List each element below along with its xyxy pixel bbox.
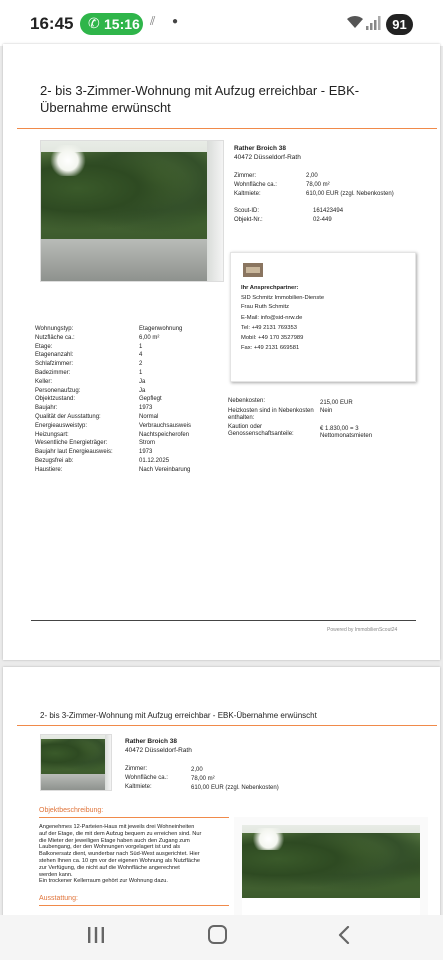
status-bar xyxy=(0,0,443,46)
detail-label: Wesentliche Energieträger: xyxy=(35,440,108,447)
detail-value: 2 xyxy=(139,361,143,368)
system-navigation-bar xyxy=(0,915,443,960)
detail-label: Nutzfläche ca.: xyxy=(35,334,75,341)
contact-email[interactable]: E-Mail: info@sid-nrw.de xyxy=(241,315,303,321)
summary-value: 2,00 xyxy=(191,767,203,773)
contact-heading: Ihr Ansprechpartner: xyxy=(241,285,299,291)
phone-icon: ✆ xyxy=(88,15,100,31)
listing-thumbnail xyxy=(40,734,112,791)
detail-value: Etagenwohnung xyxy=(139,326,183,332)
id-label: Objekt-Nr.: xyxy=(234,217,263,223)
description-text xyxy=(39,824,231,885)
detail-label: Etage: xyxy=(35,343,53,350)
detail-value: Gepflegt xyxy=(139,396,162,403)
recent-apps-icon[interactable] xyxy=(87,926,105,944)
detail-value: 6,00 m² xyxy=(139,334,160,341)
detail-value: Nachtspeicherofen xyxy=(139,431,190,438)
cost-label: Heizkosten sind in Nebenkosten xyxy=(228,408,314,414)
summary-value: 78,00 m² xyxy=(306,182,330,188)
summary-value: 78,00 m² xyxy=(191,776,215,782)
contact-company: SID Schmitz Immobilien-Dienste xyxy=(241,295,325,301)
detail-label: Haustiere: xyxy=(35,466,63,473)
address-street: Rather Broich 38 xyxy=(234,145,287,152)
detail-label: Objektzustand: xyxy=(35,396,76,403)
description-line: auf der Etage, die mit dem Aufzug bequem zu erreichen sind. Nur xyxy=(39,830,202,837)
address-street: Rather Broich 38 xyxy=(125,738,178,745)
id-value: 161423494 xyxy=(313,208,344,214)
detail-label: Qualität der Ausstattung: xyxy=(35,413,101,420)
cost-value: 215,00 EUR xyxy=(320,400,353,406)
section-heading-equipment: Ausstattung: xyxy=(39,895,78,902)
detail-value: 01.12.2025 xyxy=(139,457,170,464)
detail-label: Personenaufzug: xyxy=(35,387,81,394)
description-line: Laubengang, der den Wohnungen vorgelagert ist und als xyxy=(39,844,181,851)
id-label: Scout-ID: xyxy=(234,208,260,214)
description-line: werden kann. xyxy=(39,871,73,878)
back-icon[interactable] xyxy=(338,926,350,944)
details-values xyxy=(139,325,191,475)
cost-value: Nettomonatsmieten xyxy=(320,433,373,439)
section-divider xyxy=(39,817,229,818)
detail-value: Nach Vereinbarung xyxy=(139,466,191,473)
cost-label: Kaution oder xyxy=(228,424,263,430)
summary-label: Zimmer: xyxy=(234,173,256,179)
detail-label: Keller: xyxy=(35,378,53,385)
detail-label: Bezugsfrei ab: xyxy=(35,457,74,464)
section-heading-description: Objektbeschreibung: xyxy=(39,807,104,814)
cost-label: Nebenkosten: xyxy=(228,398,266,404)
summary-label: Kaltmiete: xyxy=(125,784,152,790)
detail-label: Etagenanzahl: xyxy=(35,352,74,359)
description-line: die Mieter der jeweiligen Etage haben auch den Zugang zum xyxy=(39,837,190,844)
summary-value: 2,00 xyxy=(306,173,318,179)
detail-label: Energieausweistyp: xyxy=(35,422,88,429)
detail-value: Ja xyxy=(139,387,146,394)
address-city: 40472 Düsseldorf-Rath xyxy=(125,747,192,754)
call-duration: 15:16 xyxy=(104,16,140,32)
footer-powered-by: Powered by ImmobilienScout24 xyxy=(327,627,398,633)
contact-phone[interactable]: Tel: +49 2131 769353 xyxy=(241,325,297,331)
summary-label: Kaltmiete: xyxy=(234,191,261,197)
detail-label: Baujahr laut Energieausweis: xyxy=(35,449,113,456)
contact-mobile[interactable]: Mobil: +49 170 3527989 xyxy=(241,335,304,341)
detail-label: Badezimmer: xyxy=(35,369,71,376)
cost-label: enthalten: xyxy=(228,415,255,421)
cost-value: Nein xyxy=(320,408,333,414)
contact-card xyxy=(230,252,416,382)
description-line: Angenehmes 12-Parteien-Haus mit jeweils drei Wohneinheiten xyxy=(39,824,195,830)
listing-photo xyxy=(40,140,224,282)
detail-label: Heizungsart: xyxy=(35,431,69,438)
agency-logo xyxy=(243,263,263,277)
address-city: 40472 Düsseldorf-Rath xyxy=(234,154,301,161)
detail-value: 1973 xyxy=(139,405,153,412)
detail-value: 1 xyxy=(139,369,143,376)
mute-icon: ⫽ xyxy=(150,14,156,28)
home-icon[interactable] xyxy=(208,925,227,944)
detail-value: 1 xyxy=(139,343,143,350)
description-line: Balkonersatz dient, wunderbar nach Süd-West ausgerichtet. Hier xyxy=(39,851,200,858)
wifi-icon xyxy=(346,14,364,29)
description-line: stehen Ihnen ca. 10 qm vor der eigenen Wohnung als Nutzfläche xyxy=(39,857,200,864)
detail-value: Strom xyxy=(139,440,156,447)
id-value: 02-449 xyxy=(313,217,332,223)
detail-value: Normal xyxy=(139,413,159,420)
description-line: Ein trockener Kellerraum gehört zur Wohnung dazu. xyxy=(39,878,168,885)
pdf-page-2[interactable] xyxy=(3,667,440,917)
summary-label: Wohnfläche ca.: xyxy=(125,775,168,781)
detail-label: Schlafzimmer: xyxy=(35,361,74,368)
listing-title: 2- bis 3-Zimmer-Wohnung mit Aufzug erreichbar - EBK-Übernahme erwünscht xyxy=(40,711,317,720)
detail-value: Ja xyxy=(139,378,146,385)
section-divider xyxy=(39,905,229,906)
details-labels xyxy=(35,325,113,475)
detail-value: Verbrauchsausweis xyxy=(139,422,192,429)
contact-fax: Fax: +49 2131 669581 xyxy=(241,345,300,351)
listing-title: 2- bis 3-Zimmer-Wohnung mit Aufzug erreichbar - EBK-Übernahme erwünscht xyxy=(40,83,360,115)
summary-value: 610,00 EUR (zzgl. Nebenkosten) xyxy=(191,785,279,791)
ongoing-call-chip[interactable] xyxy=(80,13,143,35)
cost-label: Genossenschaftsanteile: xyxy=(228,431,294,437)
summary-label: Zimmer: xyxy=(125,766,147,772)
cost-value: € 1.830,00 = 3 xyxy=(320,426,359,432)
notification-dot-icon: ● xyxy=(172,16,179,27)
detail-value: 4 xyxy=(139,352,143,359)
title-divider xyxy=(17,128,437,129)
footer-divider xyxy=(31,620,416,621)
clock: 16:45 xyxy=(30,14,74,33)
signal-icon xyxy=(366,16,382,30)
detail-label: Baujahr: xyxy=(35,405,58,412)
description-line: zur Verfügung, die nicht auf die Wohnfläche angerechnet xyxy=(39,864,180,871)
detail-label: Wohnungstyp: xyxy=(35,326,74,332)
pdf-page-1[interactable] xyxy=(3,44,440,660)
summary-label: Wohnfläche ca.: xyxy=(234,182,277,188)
summary-value: 610,00 EUR (zzgl. Nebenkosten) xyxy=(306,191,394,197)
battery-indicator: 91 xyxy=(386,14,413,35)
contact-person: Frau Ruth Schmitz xyxy=(241,304,289,310)
detail-value: 1973 xyxy=(139,449,153,456)
title-divider xyxy=(17,725,437,726)
listing-photo-2 xyxy=(234,817,428,917)
